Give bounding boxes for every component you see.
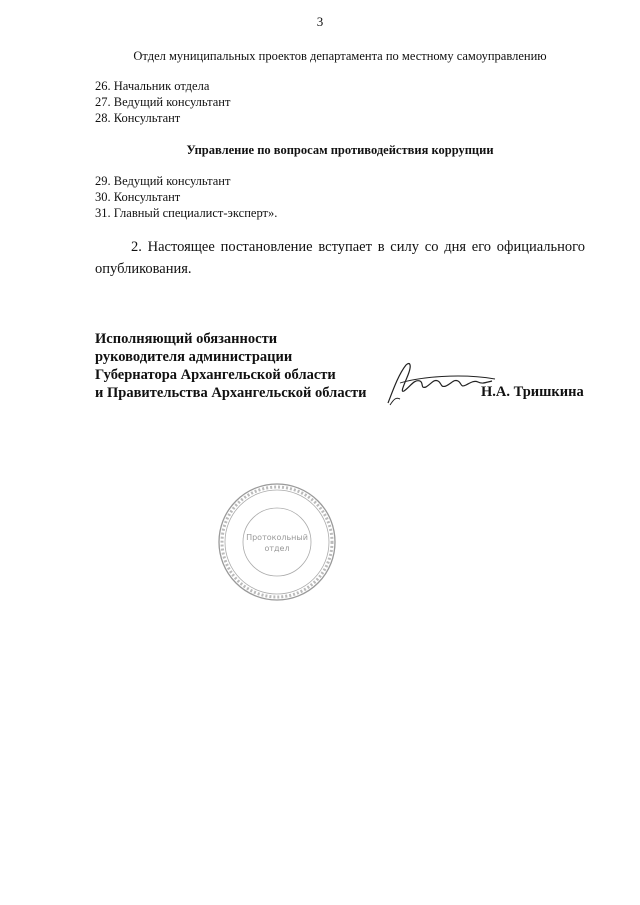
signatory-name: Н.А. Тришкина [481, 384, 584, 400]
signatory-line-4: и Правительства Архангельской области [95, 385, 367, 401]
signatory-line-2: руководителя администрации [95, 349, 293, 365]
effective-date-paragraph: 2. Настоящее постановление вступает в силу со дня его официального опубликования. [95, 239, 585, 277]
page-number: 3 [316, 14, 324, 29]
list-item: 30. Консультант [95, 190, 181, 204]
svg-text:Протокольный: Протокольный [246, 533, 308, 542]
signatory-line-3: Губернатора Архангельской области [95, 367, 336, 383]
list-item: 31. Главный специалист-эксперт». [95, 206, 278, 220]
list-item: 29. Ведущий консультант [95, 174, 231, 188]
svg-text:отдел: отдел [264, 544, 290, 553]
official-stamp [215, 480, 340, 605]
list-item: 26. Начальник отдела [95, 79, 210, 93]
section-title-anticorruption: Управление по вопросам противодействия коррупции [186, 143, 494, 157]
signatory-line-1: Исполняющий обязанности [95, 331, 278, 347]
handwritten-signature [370, 353, 505, 413]
list-item: 28. Консультант [95, 111, 181, 125]
list-item: 27. Ведущий консультант [95, 95, 231, 109]
section-title-municipal-projects: Отдел муниципальных проектов департамента по местному самоуправлению [133, 49, 547, 63]
